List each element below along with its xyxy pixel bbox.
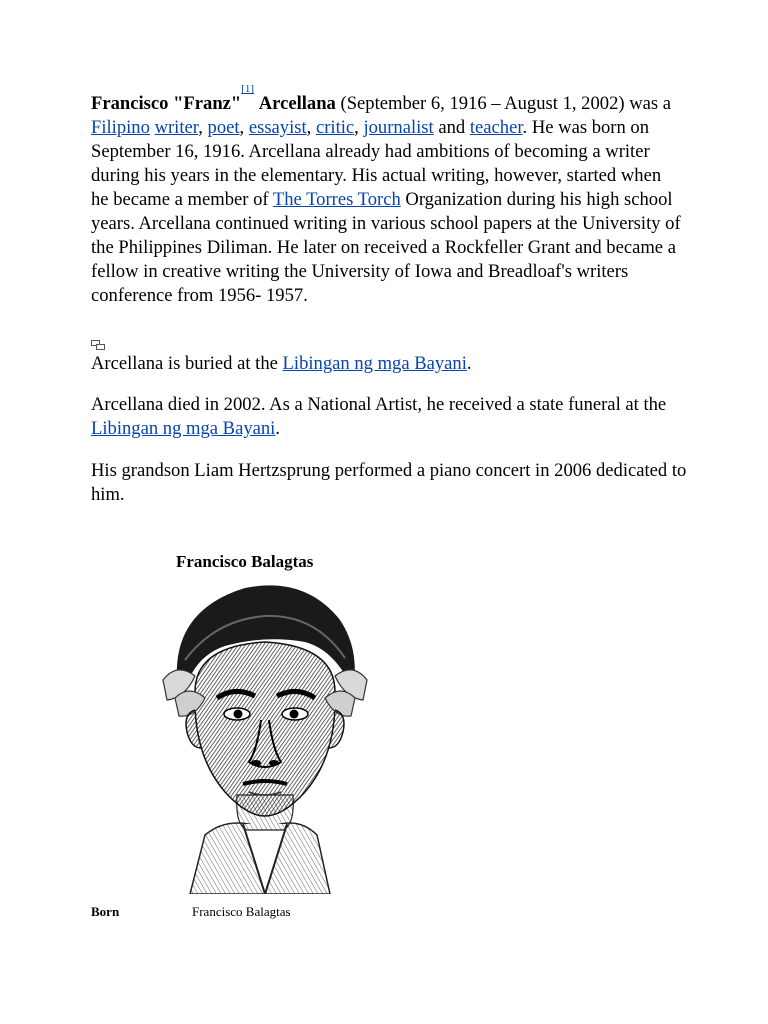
link-poet[interactable]: poet <box>207 117 240 138</box>
period: . <box>466 353 472 374</box>
life-dates-text: (September 6, 1916 – August 1, 2002) was a <box>335 93 672 114</box>
separator: , <box>354 117 364 138</box>
portrait-image[interactable] <box>155 580 375 894</box>
subject-name-first: Francisco "Franz" <box>91 93 242 114</box>
separator: , <box>198 117 208 138</box>
buried-text: Arcellana is buried at the <box>91 353 283 374</box>
article-body <box>91 83 691 507</box>
link-libingan-buried[interactable]: Libingan ng mga Bayani <box>282 353 467 374</box>
separator: , <box>306 117 316 138</box>
infobox-title: Francisco Balagtas <box>176 552 314 571</box>
reference-link[interactable]: [1] <box>241 83 255 95</box>
separator: and <box>433 117 470 138</box>
died-paragraph <box>91 393 691 441</box>
died-text: Arcellana died in 2002. As a National Artist, he received a state funeral at the <box>91 394 667 415</box>
buried-paragraph <box>91 352 691 376</box>
born-value: Francisco Balagtas <box>192 904 291 919</box>
separator: , <box>239 117 249 138</box>
link-libingan-died[interactable]: Libingan ng mga Bayani <box>91 418 276 439</box>
born-label: Born <box>91 904 120 919</box>
thumbnail-placeholder-icon[interactable] <box>91 340 105 350</box>
link-critic[interactable]: critic <box>315 117 355 138</box>
grandson-paragraph: His grandson Liam Hertzsprung performed a piano concert in 2006 dedicated to him. <box>91 460 687 505</box>
link-teacher[interactable]: teacher <box>469 117 523 138</box>
link-journalist[interactable]: journalist <box>363 117 434 138</box>
subject-name-last: Arcellana <box>258 93 336 114</box>
link-filipino[interactable]: Filipino <box>91 117 150 138</box>
intro-text-end: Organization during his high school years. Arcellana continued writing in various school papers at the University of the Philippines Diliman. He later on received a Rockfeller Grant and became a fellow in creative writing the University of Iowa and Breadloaf's writers conference from 1956- 1957. <box>91 189 681 306</box>
link-writer[interactable]: writer <box>154 117 199 138</box>
intro-text-continued: . He was born on September 16, 1916. Arcellana already had ambitions of becoming a writer during his years in the elementary. His actual writing, however, started when he became a member of <box>91 117 662 210</box>
link-essayist[interactable]: essayist <box>248 117 307 138</box>
intro-paragraph <box>91 83 683 308</box>
period: . <box>275 418 281 439</box>
link-torres-torch[interactable]: The Torres Torch <box>272 189 401 210</box>
